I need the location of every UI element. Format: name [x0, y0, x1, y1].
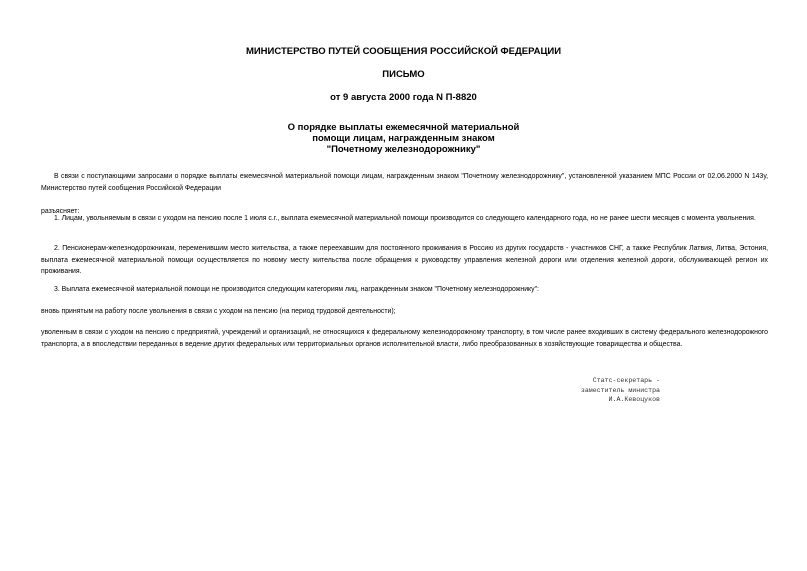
subject-line-2: помощи лицам, награжденным знаком [312, 133, 495, 144]
category-2-paragraph: уволенным в связи с уходом на пенсию с предприятий, учреждений и организаций, не относящихся к федеральному железнодорожному транспорту, в том числе ранее входивших в систему федерального железнодорожного транспорта, а в впоследствии переданных в ведение других федеральных или территориальных органов исполнительной власти, либо преобразованных в хозяйствующие товарищества и общества. [41, 329, 768, 348]
document-date-number: от 9 августа 2000 года N П-8820 [330, 92, 477, 103]
document-subject [0, 122, 807, 155]
intro-paragraph: В связи с поступающими запросами о порядке выплаты ежемесячной материальной помощи лицам, награжденным знаком "Почетному железнодорожнику", установленной указанием МПС России от 02.06.2000 N 143у, Министерство путей сообщения Российской Федерации [41, 173, 768, 192]
subject-line-3: "Почетному железнодорожнику" [326, 144, 481, 155]
item-3-paragraph: 3. Выплата ежемесячной материальной помощи не производится следующим категориям лиц, награжденным знаком "Почетному железнодорожнику": [54, 286, 539, 293]
item-2-paragraph: 2. Пенсионерам-железнодорожникам, переменившим место жительства, а также переехавшим для постоянного проживания в Россию из других государств - участников СНГ, а также Республик Латвия, Литва, Эстония, выплата ежемесячной материальной помощи осуществляется по новому месту жительства после обращения к руководству управления железной дороги или отделения железной дороги, обслуживающей регион их проживания. [41, 245, 768, 276]
signature-line-3: И.А.Кевоцуков [608, 396, 660, 404]
subject-line-1: О порядке выплаты ежемесячной материальной [287, 122, 520, 133]
category-1-paragraph: вновь принятым на работу после увольнения в связи с уходом на пенсию (на период трудовой деятельности); [41, 308, 396, 315]
ministry-title: МИНИСТЕРСТВО ПУТЕЙ СООБЩЕНИЯ РОССИЙСКОЙ ФЕДЕРАЦИИ [245, 46, 562, 57]
item-1-paragraph: 1. Лицам, увольняемым в связи с уходом на пенсию после 1 июля с.г., выплата ежемесячной материальной помощи производится со следующего календарного года, но не ранее шести месяцев с момента увольнения. [54, 215, 756, 222]
signature-line-1: Статс-секретарь - [592, 377, 660, 384]
document-type: ПИСЬМО [382, 69, 425, 80]
explains-paragraph: разъясняет: [41, 208, 80, 215]
signature-line-2: заместитель министра [580, 386, 660, 394]
signature-block [540, 376, 660, 405]
